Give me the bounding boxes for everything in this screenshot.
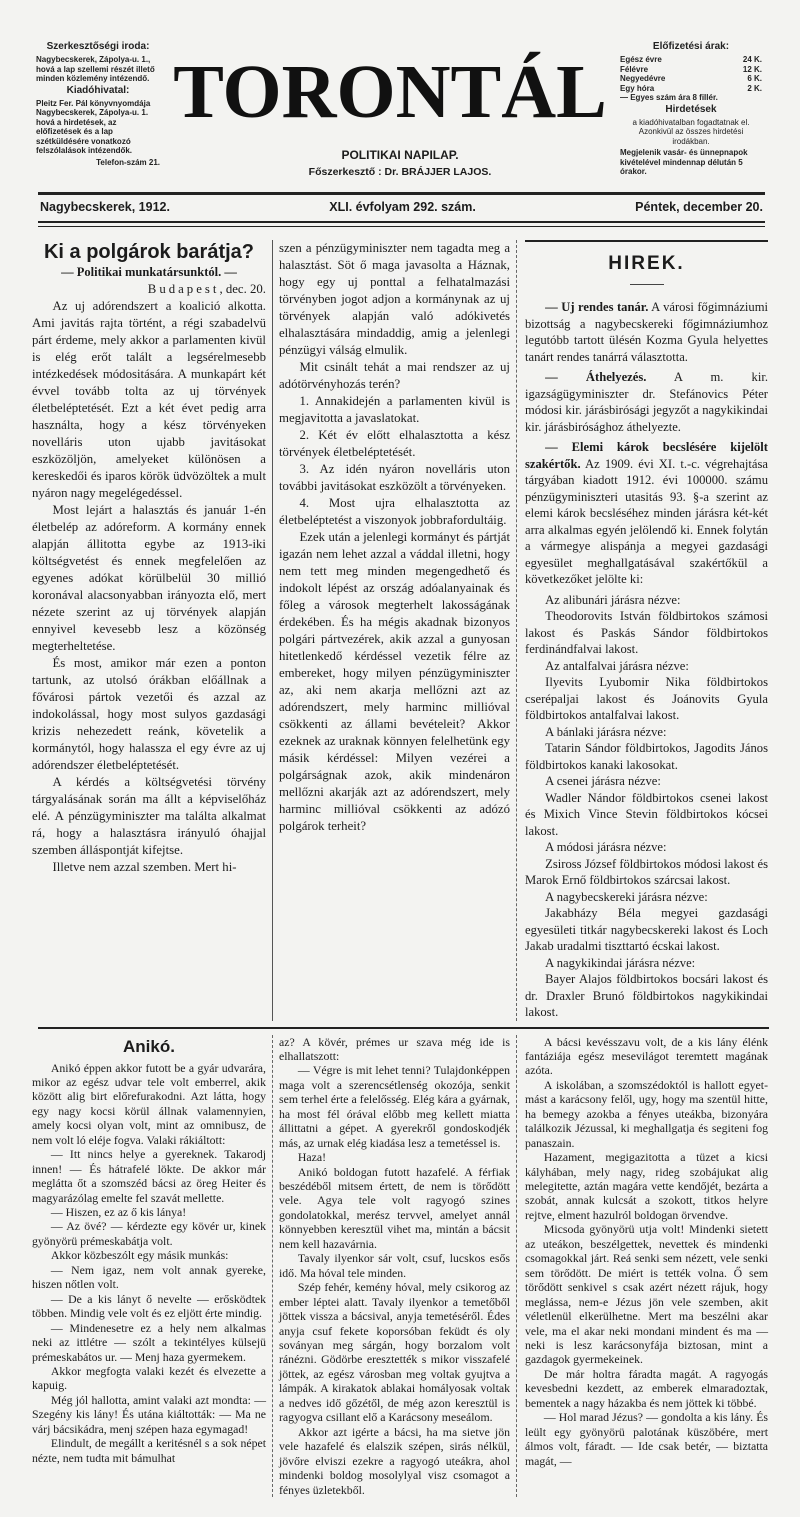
- paragraph: szen a pénzügyminiszter nem tagadta meg a halasztást. Söt ő maga javasolta a Háznak, hogy egy uj ponttal a felhatalmazási törvényben jogot adjon a kormánynak az uj törvények alapján való adókivetés elhalasztására mindaddig, amig a jelenlegi pénzügyi válság elmulik.: [279, 240, 510, 359]
- paragraph: A nagybecskereki járásra nézve:: [525, 889, 768, 906]
- paragraph: — De a kis lányt ő nevelte — erősködtek többen. Mindig vele volt és ez eljött érte mindig.: [32, 1292, 266, 1321]
- subscription-box: [620, 40, 762, 177]
- price-row: [620, 55, 762, 65]
- paragraph: Anikó boldogan futott hazafelé. A férfiak beszédéből mitsem értett, de nem is törődött vele. Agya tele volt ragyogó szines gondolatokkal, merész tervvel, amelyet annál könnyebben keresztül vihet ma, mintán a bácsit nem kell hazavárnia.: [279, 1165, 510, 1252]
- paragraph: A csenei járásra nézve:: [525, 773, 768, 790]
- dateline: [40, 199, 763, 215]
- paragraph: Elindult, de megállt a keritésnél s a sok népet nézte, nem tudta mit bámulhat: [32, 1436, 266, 1465]
- paragraph: Haza!: [279, 1150, 510, 1164]
- paragraph: A iskolában, a szomszédoktól is hallott egyet-mást a karácsony felől, ugy, hogy ma szentül hitte, ha bemegy azokba a fényes uteákba, bizonyára találkozik Jézussal, ki meghallgatja és segiteni fog panaszain.: [525, 1078, 768, 1150]
- paragraph: — Hol marad Jézus? — gondolta a kis lány. És leült egy gyönyörü palotának küszöbére, mert álmos volt, fáradt. — Ide csak betér, — biztatta magát, —: [525, 1410, 768, 1468]
- newspaper-title-logo: TORONTÁL: [163, 46, 617, 138]
- paragraph: Most lejárt a halasztás és január 1-én életbelép az adóreform. A kormány ennek alapján állitotta egybe az 1913-iki költségvetést és ennek megfelelően az egyenes adókat körülbelül 30 millió koronával alacsonyabban irányozta elő, mert nézete szerint az uj törvények alapján ennyivel kevesebb lesz a közönség megterheltetése.: [32, 502, 266, 655]
- news-item-headline: — Áthelyezés.: [545, 370, 646, 384]
- paragraph: 1. Annakidején a parlamenten kivül is megjavitotta a javaslatokat.: [279, 393, 510, 427]
- paragraph: Jakabházy Béla megyei gazdasági egyesületi titkár nagybecskereki lakost és Loch Jakab uradalmi tiszttartó écskai lakost.: [525, 905, 768, 955]
- paragraph: A módosi járásra nézve:: [525, 839, 768, 856]
- news-column: [516, 240, 768, 1021]
- paragraph: Theodorovits István földbirtokos számosi lakost és Paskás Sándor földbirtokos ferdinándfalvai lakost.: [525, 608, 768, 658]
- masthead: [0, 0, 800, 232]
- price-value: 6 K.: [747, 74, 762, 84]
- bottom-section: [32, 1035, 768, 1517]
- subscription-heading: Előfizetési árak:: [620, 41, 762, 53]
- paragraph: Wadler Nándor földbirtokos csenei lakost és Mixich Vince Stevin földbirtokos kócsei lakost.: [525, 790, 768, 840]
- story-col1: [32, 1035, 272, 1498]
- subtitle: POLITIKAI NAPILAP.: [250, 148, 550, 163]
- paragraph: A bánlaki járásra nézve:: [525, 724, 768, 741]
- paragraph: Az uj adórendszert a koalició alkotta. Ami javitás rajta történt, a régi szabadelvü párt érdeme, mely akkor a parlamenten kivül is elég erőt talált a legsérelmesebb intézkedések módositására. A munkapárt két évvel tovább tolta az uj törvények életbeléptetését. Ezt a két évet pedig arra használta, hogy a kész törvényeken novelláris uton ujabb javitásokat eszközöljön, amelyeket különösen a kereskedői és iparos körök üdvözöltek a mult nyáron nagy megelégedéssel.: [32, 298, 266, 502]
- price-row: [620, 74, 762, 84]
- paragraph: Még jól hallotta, amint valaki azt mondta: — Szegény kis lány! És utána kiáltották: — Ma ne várj bácsikádra, menj szépen haza egymagad!: [32, 1393, 266, 1436]
- publisher-address: Pleitz Fer. Pál könyvnyomdája Nagybecskerek, Zápolya-u. 1. hová a hirdetések, az előfizetések és a lap szétküldésére vonatkozó felszólalások intézendők.: [36, 99, 160, 156]
- ads-heading: Hirdetések: [620, 104, 762, 116]
- paragraph: Ilyevits Lyubomir Nika földbirtokos cserépaljai lakost és Joánovits Gyula földbirtokos antalfalvai lakost.: [525, 674, 768, 724]
- lead-article-col1: [32, 240, 272, 1021]
- publication-schedule: Megjelenik vasár- és ünnepnapok kivételével mindennap délután 5 órakor.: [620, 148, 762, 177]
- paragraph: Hazament, megigazitotta a tüzet a kicsi kályhában, mely nagy, rideg szobájukat alig melegitette, aztán magára vette kendőjét, bezárta a szobát, annak kulcsát a szokott, titkos helyre rejtve, elment hazulról boldogan örvendve.: [525, 1150, 768, 1222]
- news-item-text: A városi főgimnáziumi bizottság a nagybecskereki főgimnáziumhoz legutóbb tartott ülésén Kozma Gyula helyettes tanárt rendes tanárrá választotta.: [525, 300, 768, 364]
- price-label: Egész évre: [620, 55, 743, 65]
- price-label: Egy hóra: [620, 84, 747, 94]
- lead-article-col2: [272, 240, 516, 1021]
- price-value: 24 K.: [743, 55, 762, 65]
- paragraph: Az alibunári járásra nézve:: [525, 592, 768, 609]
- news-item: [525, 439, 768, 588]
- price-row: [620, 65, 762, 75]
- news-heading: HIREK.: [525, 252, 768, 276]
- editorial-office-heading: Szerkesztőségi iroda:: [36, 41, 160, 53]
- paragraph: Tatarin Sándor földbirtokos, Jagodits János földbirtokos kanaki lakosokat.: [525, 740, 768, 773]
- paragraph: 4. Most ujra elhalasztotta az életbeléptetést a viszonyok jobbrafordultáig.: [279, 495, 510, 529]
- news-divider: [630, 284, 664, 285]
- paragraph: Bayer Alajos földbirtokos bocsári lakost és dr. Draxler Brunó földbirtokos nagykikindai lakost.: [525, 971, 768, 1021]
- ads-note: a kiadóhivatalban fogadtatnak el. Azonkivül az összes hirdetési irodákban.: [620, 118, 762, 147]
- paragraph: Szép fehér, kemény hóval, mely csikorog az ember léptei alatt. Tavaly ilyenkor a temetőből jöttek vissza a bácsival, anyja temetéséről. Édes anyja csuf fekete koporsóban feküdt és oly soványan meg sárgán, hogy borzalom volt ránézni. Gödörbe eresztették s mikor visszafelé jöttek, az egész városban meg voltak gyujtva a lámpák. A kirakatok ablakai homályosak voltak a nedves idő gőzétől, de még azon keresztül is ragyogva csillant elő a Karácsony meseálom.: [279, 1280, 510, 1425]
- section-rule: [38, 1027, 769, 1029]
- paragraph: 2. Két év előtt elhalasztotta a kész törvények életbeléptetését.: [279, 427, 510, 461]
- paragraph: — Végre is mit lehet tenni? Tulajdonképpen maga volt a szerencsétlenség okozója, senkit sem terhel érte a felelősség. Elég kára a gyárnak, ha most fél órával előbb meg kellett miatta állittatni a gépet. A gyerekről gondoskodjék más, az urnak elég kiadása lesz a temetéssel is.: [279, 1063, 510, 1150]
- news-item: [525, 299, 768, 365]
- paragraph: Zsiross József földbirtokos módosi lakost és Marok Ernő földbirtokos szárcsai lakost.: [525, 856, 768, 889]
- paragraph: — Hiszen, ez az ő kis lánya!: [32, 1205, 266, 1219]
- editor-in-chief: Főszerkesztő : Dr. BRÁJJER LAJOS.: [250, 166, 550, 179]
- dateline-place: Nagybecskerek, 1912.: [40, 199, 170, 215]
- single-copy-price: — Egyes szám ára 8 fillér.: [620, 93, 762, 103]
- paragraph: Illetve nem azzal szemben. Mert hi-: [32, 859, 266, 876]
- dateline-issue: XLI. évfolyam 292. szám.: [329, 199, 476, 215]
- paragraph: Micsoda gyönyörü utja volt! Mindenki sietett az uteákon, beszélgettek, nevettek és mindenki csomagokkal járt. Reá senki sem nézett, vele senki sem törődött. De miért is tették volna. Ő sem törődött senkivel s csak azért nézett rájuk, hogy meglássa, nem-e Jézus jön vele szemben, akit véletlenül elkerülhetne. Mert ma beszélni akar vele, ma el akar neki mondani mindent és ma — neki is lesz karácsonyfája biztosan, mint a gazdagok gyermekeinek.: [525, 1222, 768, 1367]
- editorial-office-box: [36, 40, 160, 167]
- lead-article-byline: — Politikai munkatársunktól. —: [32, 264, 266, 281]
- paragraph: Akkor közbeszólt egy másik munkás:: [32, 1248, 266, 1262]
- paragraph: És most, amikor már ezen a ponton tartunk, az utolsó órákban előállnak a fővárosi pártok vezetői és azzal az indokolással, hogy most sulyos gazdasági krizis nehezedett reánk, követelik a kormánytól, hogy halassza el egy évre az uj adórendszer életbeléptetését.: [32, 655, 266, 774]
- top-section: [32, 240, 768, 1021]
- paragraph: Akkor megfogta valaki kezét és elvezette a kapuig.: [32, 1364, 266, 1393]
- news-item-text: Az 1909. évi XI. t.-c. végrehajtása tárgyában kiadott 1912. évi 100000. számu pénzügyminiszteri utasitás 93. §-a szerint az elemi károk becsléséhez minden járásra két-két arra alkalmas egyén jelölendő ki. Ennek folytán a vármegye alispánja a megyei gazdasági egyesület meghallgatásával szakértőkül a következőket jelölte ki:: [525, 457, 768, 587]
- news-item: [525, 369, 768, 435]
- paragraph: Anikó éppen akkor futott be a gyár udvarára, mikor az egész udvar tele volt emberrel, akik között alig birt előrefurakodni. Azt látta, hogy egy nagy kocsi körül állnak valamennyien, amely kocsi olyan volt, mint az omnibusz, de nem volt ló eléje fogva. Valaki rákiáltott:: [32, 1061, 266, 1148]
- price-label: Negyedévre: [620, 74, 747, 84]
- price-value: 2 K.: [747, 84, 762, 94]
- paragraph: 3. Az idén nyáron novelláris uton további javitásokat eszközölt a törvényeken.: [279, 461, 510, 495]
- news-item-text: A m. kir. igazságügyminiszter dr. Stefánovics Péter módosi kir. járásbirósági jegyzőt a nagykikindai kir. járásbirósághoz áthelyezte.: [525, 370, 768, 434]
- price-list: [620, 55, 762, 93]
- story-title: Anikó.: [32, 1035, 266, 1059]
- price-label: Félévre: [620, 65, 743, 75]
- news-item-headline: — Elemi károk becslésére kijelölt szakértők.: [525, 440, 768, 471]
- paragraph: Az antalfalvai járásra nézve:: [525, 658, 768, 675]
- dateline-day: Péntek, december 20.: [635, 199, 763, 215]
- paragraph: De már holtra fáradta magát. A ragyogás kevesbedni kezdett, az emberek elmaradoztak, bementek a nagy házakba és nem jöttek ki többé.: [525, 1367, 768, 1410]
- paragraph: Akkor azt igérte a bácsi, ha ma sietve jön vele hazafelé és elalszik szépen, sirás nélkül, jövőre elviszi ezekre a ragyogó uteákra, ahol mindenki boldog mosolylyal visz csomagot a fényes üzletekből.: [279, 1425, 510, 1497]
- paragraph: Tavaly ilyenkor sár volt, csuf, lucskos esős idő. Ma hóval tele minden.: [279, 1251, 510, 1280]
- paragraph: A bácsi kevésszavu volt, de a kis lány élénk fantáziája egész mesevilágot teremtett magának azóta.: [525, 1035, 768, 1078]
- lead-article-dateline: Budapest, dec. 20.: [32, 281, 266, 298]
- header-rule: [38, 192, 765, 195]
- paragraph: A kérdés a költségvetési törvény tárgyalásának során ma állt a képviselőház elé. A pénzügyminiszter ma találta alkalmat rá, hogy a halasztásra irányuló óhajjal szemben álláspontját kifejtse.: [32, 774, 266, 859]
- story-col3: [516, 1035, 768, 1498]
- editorial-office-address: Nagybecskerek, Zápolya-u. 1.,: [36, 55, 160, 65]
- price-row: [620, 84, 762, 94]
- lead-article-title: Ki a polgárok barátja?: [32, 240, 266, 264]
- editorial-office-note: hová a lap szellemi részét illető minden közlemény intézendő.: [36, 65, 160, 84]
- story-col2: [272, 1035, 516, 1498]
- price-value: 12 K.: [743, 65, 762, 75]
- news-item-headline: — Uj rendes tanár.: [545, 300, 648, 314]
- dateline-rule: [38, 221, 765, 223]
- paragraph: — Nem igaz, nem volt annak gyereke, hiszen nőtlen volt.: [32, 1263, 266, 1292]
- phone-number: Telefon-szám 21.: [36, 158, 160, 168]
- paragraph: Mit csinált tehát a mai rendszer az uj adótörvényhozás terén?: [279, 359, 510, 393]
- paragraph: — Itt nincs helye a gyereknek. Takarodj innen! — És hátrafelé lökte. De akkor már meglátta őt a szomszéd bácsi az öreg Heiter és magyarázólag emelte fel szavát mellette.: [32, 1147, 266, 1205]
- paragraph: — Az övé? — kérdezte egy kövér ur, kinek gyönyörü prémeskabátja volt.: [32, 1219, 266, 1248]
- publisher-heading: Kiadóhivatal:: [36, 85, 160, 97]
- paragraph: A nagykikindai járásra nézve:: [525, 955, 768, 972]
- dateline-rule-thin: [38, 226, 765, 227]
- paragraph: az? A kövér, prémes ur szava még ide is elhallatszott:: [279, 1035, 510, 1064]
- news-top-rule: [525, 240, 768, 242]
- paragraph: — Mindenesetre ez a hely nem alkalmas neki az ittlétre — szólt a tekintélyes külsejü prémeskabátos ur. — Menj haza gyermekem.: [32, 1321, 266, 1364]
- paragraph: Ezek után a jelenlegi kormányt és pártját igazán nem lehet azzal a váddal illetni, hogy nem tett meg minden megengedhető és indokolt lépést az ország adóalanyainak és főleg a városok megterhelt lakosságának érdekében. És ha mégis akadnak bizonyos polgári pártvezérek, akik azzal a gunyosan hitetlenkedő kérdéssel vezetik félre az embereket, hogy milyen pénzügyminiszter az, aki nem akarja mellőzni azt az adórendszert, mely harminc millióval csökkenti az állami bevételeit? Akkor ezeknek az uraknak könnyen felelhetünk egy másik kérdéssel: Milyen vezérei a polgárságnak azok, akik mindenáron mellőzni akarják azt az adórendszert, mely harminc millióval csökkenti az adózó polgárok terheit?: [279, 529, 510, 835]
